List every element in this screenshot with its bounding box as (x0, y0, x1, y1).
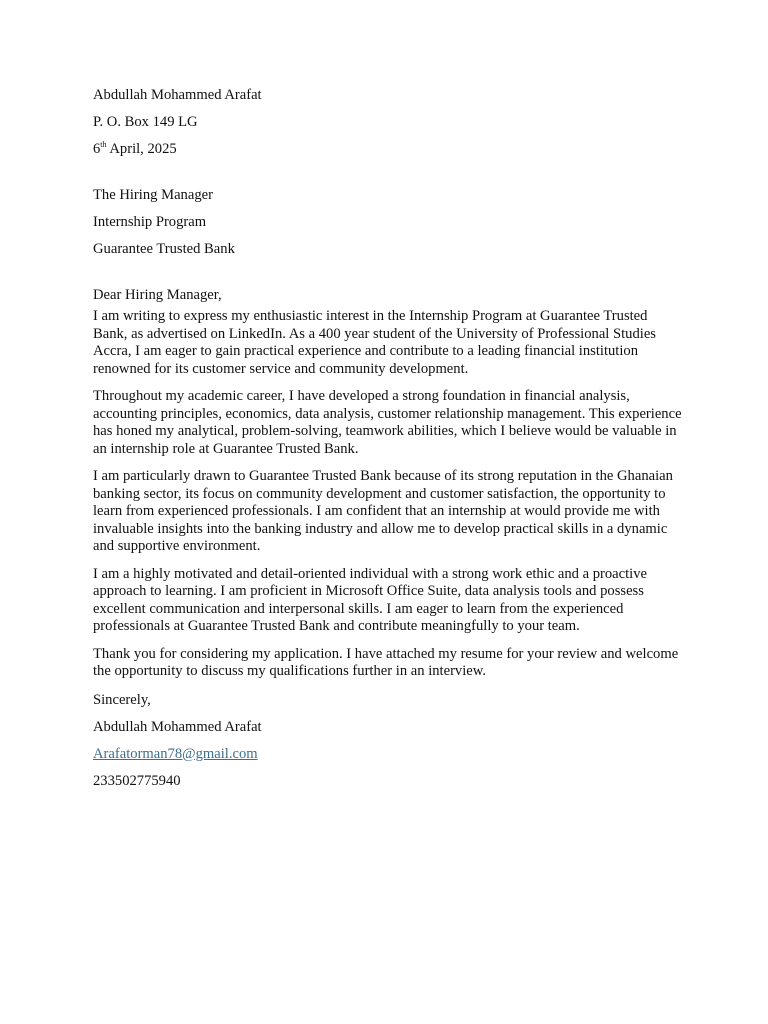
sender-address: P. O. Box 149 LG (93, 114, 198, 130)
body-paragraph: Thank you for considering my application. I have attached my resume for your review and welcome the opportunity to discuss my qualifications further in an interview. (93, 645, 679, 679)
letter-date (93, 140, 683, 158)
email-link[interactable]: Arafatorman78@gmail.com (93, 745, 258, 762)
closing: Sincerely, (93, 691, 151, 708)
letter-body (93, 286, 683, 681)
sender-name: Abdullah Mohammed Arafat (93, 87, 262, 103)
signature-name: Abdullah Mohammed Arafat (93, 718, 262, 735)
recipient-department: Internship Program (93, 214, 207, 230)
body-paragraph: I am particularly drawn to Guarantee Trusted Bank because of its strong reputation in the Ghanaian banking sector, its focus on community development and customer satisfaction, the opportunity to learn from experienced professionals. I am confident that an internship at would provide me with invaluable insights into the banking industry and allow me to develop practical skills in a dynamic and supportive environment. (93, 468, 673, 554)
body-paragraph: I am writing to express my enthusiastic interest in the Internship Program at Guarantee Trusted Bank, as advertised on LinkedIn. As a 400 year student of the University of Professional Studies Accra, I am eager to gain practical experience and contribute to a leading financial institution renowned for its customer service and community development. (93, 308, 656, 377)
date-rest: April, 2025 (106, 141, 177, 157)
body-paragraph: Throughout my academic career, I have developed a strong foundation in financial analysis, accounting principles, economics, data analysis, customer relationship management. This experience has honed my analytical, problem-solving, teamwork abilities, which I believe would be valuable in an internship role at Guarantee Trusted Bank. (93, 388, 682, 457)
recipient-title: The Hiring Manager (93, 187, 213, 203)
salutation: Dear Hiring Manager, (93, 287, 222, 303)
recipient-block (93, 186, 683, 258)
date-ordinal: th (100, 140, 107, 149)
recipient-organization: Guarantee Trusted Bank (93, 241, 235, 257)
letter-page (93, 86, 683, 790)
signature-email-line (93, 745, 683, 763)
signature-phone: 233502775940 (93, 772, 181, 789)
date-day: 6 (93, 141, 101, 157)
body-paragraph: I am a highly motivated and detail-oriented individual with a strong work ethic and a proactive approach to learning. I am proficient in Microsoft Office Suite, data analysis tools and possess excellent communication and interpersonal skills. I am eager to learn from the experienced professionals at Guarantee Trusted Bank and contribute meaningfully to your team. (93, 565, 647, 634)
